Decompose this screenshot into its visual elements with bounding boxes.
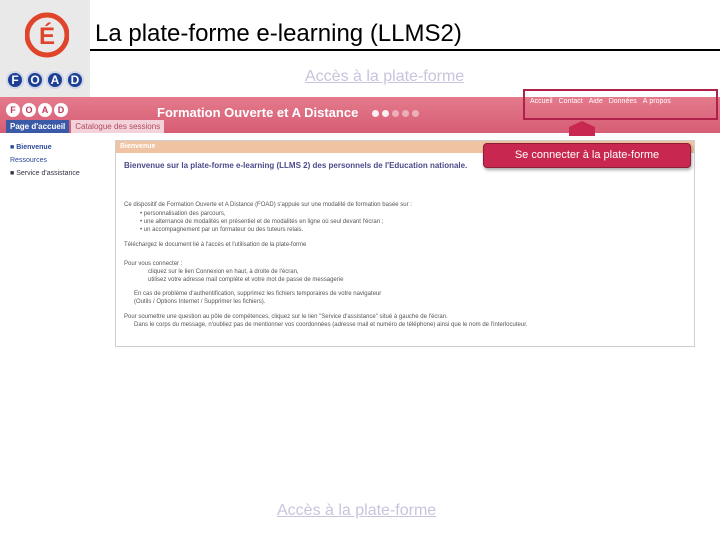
platform-tabs <box>6 120 164 133</box>
tab-home[interactable]: Page d'accueil <box>6 120 69 133</box>
access-platform-link-top[interactable]: Accès à la plate-forme <box>305 68 465 85</box>
content-line: (Outils / Options Internet / Supprimer les fichiers). <box>134 299 266 305</box>
sidebar-item-label: Ressources <box>10 157 47 164</box>
banner-foad-logo <box>6 103 68 117</box>
sidebar-item-bienvenue[interactable]: ■ Bienvenue <box>10 144 52 151</box>
content-line: • un accompagnement par un formateur ou des tuteurs relais. <box>140 227 304 233</box>
tab-catalogue[interactable]: Catalogue des sessions <box>71 120 164 133</box>
content-line: Dans le corps du message, n'oubliez pas de mentionner vos coordonnées (adresse mail et numéro de téléphone) ainsi que le nom de l'interlocuteur. <box>134 322 528 328</box>
download-doc-link[interactable]: Téléchargez le document lié à l'accès et l'utilisation de la plate-forme <box>124 242 307 248</box>
banner-logo-letter: F <box>6 103 20 117</box>
foad-logo-letter: A <box>46 71 64 89</box>
top-nav-item[interactable]: Accueil <box>530 98 553 105</box>
banner-logo-letter: A <box>38 103 52 117</box>
callout-pointer-tab <box>567 120 597 136</box>
foad-logo-letter: F <box>6 71 24 89</box>
sidebar-section-ressources <box>6 154 110 167</box>
sidebar-item-label: Service d'assistance <box>16 170 80 177</box>
content-line: Pour vous connecter : <box>124 261 183 267</box>
logo-strip <box>0 0 90 97</box>
top-nav-item[interactable]: Données <box>608 98 637 105</box>
top-nav-item[interactable]: À propos <box>642 98 671 105</box>
welcome-heading: Bienvenue sur la plate-forme e-learning (LLMS 2) des personnels de l'Education nationale. <box>124 161 468 170</box>
welcome-panel-header: Bienvenue <box>116 141 694 153</box>
top-nav-item[interactable]: Contact <box>558 98 583 105</box>
banner-logo-letter: D <box>54 103 68 117</box>
content-line: cliquez sur le lien Connexion en haut, à droite de l'écran, <box>148 269 299 275</box>
login-callout-button[interactable]: Se connecter à la plate-forme <box>483 143 691 168</box>
top-nav-item[interactable]: Aide <box>588 98 603 105</box>
access-platform-link-bottom[interactable]: Accès à la plate-forme <box>277 502 437 519</box>
content-line: • personnalisation des parcours, <box>140 211 226 217</box>
title-divider <box>90 49 720 51</box>
platform-sidebar <box>6 141 110 180</box>
content-line: En cas de problème d'authentification, supprimez les fichiers temporaires de votre navigateur <box>134 291 382 297</box>
welcome-panel <box>115 140 695 347</box>
banner-title: Formation Ouverte et A Distance <box>157 105 359 120</box>
banner-dots-decoration <box>372 110 419 117</box>
content-line: utilisez votre adresse mail complète et votre mot de passe de messagerie <box>148 277 344 283</box>
slide-title: La plate-forme e-learning (LLMS2) <box>95 20 462 47</box>
education-nationale-logo <box>25 10 69 60</box>
content-line: • une alternance de modalités en présentiel et de modalités en ligne où seul devant l'écran ; <box>140 219 384 225</box>
foad-logo-letter: D <box>66 71 84 89</box>
content-line: Pour soumettre une question au pôle de compétences, cliquez sur le lien "Service d'assistance" situé à gauche de l'écran. <box>124 314 448 320</box>
svg-text:É: É <box>38 23 56 50</box>
sidebar-item-label: Bienvenue <box>16 144 52 151</box>
foad-logo <box>6 71 84 89</box>
sidebar-item-assistance[interactable]: ■ Service d'assistance <box>10 170 80 177</box>
content-line: Ce dispositif de Formation Ouverte et A Distance (FOAD) s'appuie sur une modalité de formation basée sur : <box>124 202 412 208</box>
foad-logo-letter: O <box>26 71 44 89</box>
platform-screenshot <box>0 97 720 349</box>
banner-logo-letter: O <box>22 103 36 117</box>
login-highlight-box <box>523 89 718 120</box>
